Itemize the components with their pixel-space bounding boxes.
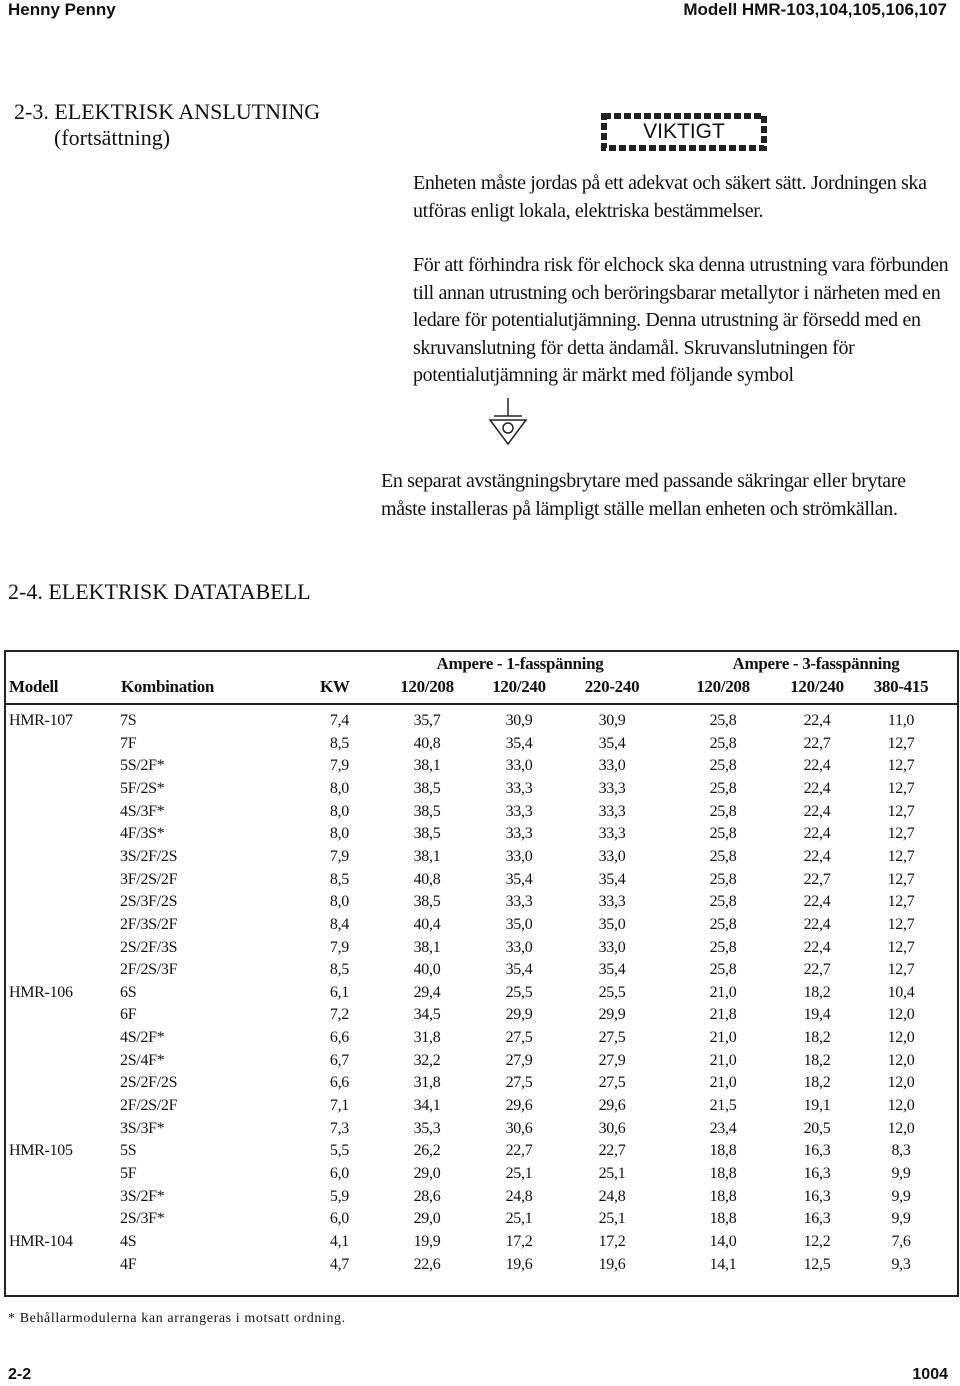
table-cell-combination: 5S xyxy=(120,1142,137,1160)
col-header-voltage: 120/208 xyxy=(696,677,750,696)
table-cell-ampere: 12,0 xyxy=(887,1051,915,1069)
table-cell-ampere: 22,4 xyxy=(803,757,831,775)
table-cell-combination: 3S/2F* xyxy=(120,1187,165,1205)
table-cell-ampere: 40,8 xyxy=(413,734,441,752)
table-cell-ampere: 33,3 xyxy=(505,893,533,911)
table-cell-ampere: 33,3 xyxy=(505,802,533,820)
table-cell-ampere: 38,1 xyxy=(413,847,441,865)
table-cell-ampere: 29,9 xyxy=(505,1006,533,1024)
table-cell-ampere: 25,8 xyxy=(709,825,737,843)
table-cell-ampere: 18,2 xyxy=(803,1029,831,1047)
table-cell-combination: 2S/4F* xyxy=(120,1051,165,1069)
section-title-electrical-connection: 2-3. ELEKTRISK ANSLUTNING xyxy=(14,99,321,124)
table-cell-ampere: 14,0 xyxy=(709,1232,737,1250)
table-cell-ampere: 19,1 xyxy=(803,1097,831,1115)
table-cell-combination: 2S/2F/2S xyxy=(120,1074,178,1092)
table-cell-ampere: 19,6 xyxy=(598,1255,626,1273)
table-cell-ampere: 33,3 xyxy=(505,825,533,843)
table-cell-ampere: 12,7 xyxy=(887,757,915,775)
section-subtitle: (fortsättning) xyxy=(54,125,171,150)
table-cell-ampere: 31,8 xyxy=(413,1029,441,1047)
table-cell-ampere: 28,6 xyxy=(413,1187,441,1205)
table-cell-kw: 6,6 xyxy=(329,1074,349,1092)
table-cell-model: HMR-106 xyxy=(9,983,73,1001)
table-cell-ampere: 25,8 xyxy=(709,734,737,752)
table-cell-ampere: 18,2 xyxy=(803,1074,831,1092)
table-cell-ampere: 12,7 xyxy=(887,779,915,797)
table-cell-ampere: 12,7 xyxy=(887,802,915,820)
table-cell-ampere: 33,0 xyxy=(505,847,533,865)
table-cell-combination: 2F/3S/2F xyxy=(120,915,178,933)
table-cell-combination: 5S/2F* xyxy=(120,757,165,775)
table-cell-ampere: 24,8 xyxy=(505,1187,533,1205)
table-cell-kw: 4,7 xyxy=(329,1255,349,1273)
table-cell-kw: 6,7 xyxy=(329,1051,349,1069)
table-cell-ampere: 12,0 xyxy=(887,1074,915,1092)
table-cell-combination: 4S/3F* xyxy=(120,802,165,820)
grounding-paragraph: Enheten måste jordas på ett adekvat och säkert sätt. Jordningen ska utföras enligt lokala, elektriska bestämmelser. xyxy=(413,172,927,222)
table-cell-ampere: 12,0 xyxy=(887,1097,915,1115)
table-cell-ampere: 12,0 xyxy=(887,1029,915,1047)
table-cell-ampere: 35,4 xyxy=(598,734,626,752)
table-cell-ampere: 12,0 xyxy=(887,1119,915,1137)
table-cell-ampere: 35,4 xyxy=(598,870,626,888)
table-cell-combination: 7F xyxy=(120,734,137,752)
table-cell-ampere: 21,0 xyxy=(709,983,737,1001)
header-model: Modell HMR-103,104,105,106,107 xyxy=(683,0,947,19)
table-cell-ampere: 22,4 xyxy=(803,802,831,820)
table-cell-ampere: 35,7 xyxy=(413,712,441,729)
table-cell-ampere: 33,0 xyxy=(598,847,626,865)
table-cell-kw: 7,3 xyxy=(329,1119,349,1137)
table-cell-ampere: 25,1 xyxy=(598,1210,626,1228)
table-cell-ampere: 38,1 xyxy=(413,938,441,956)
table-cell-kw: 8,0 xyxy=(329,779,349,797)
table-cell-ampere: 16,3 xyxy=(803,1210,831,1228)
table-cell-kw: 7,9 xyxy=(329,938,349,956)
table-cell-ampere: 33,3 xyxy=(598,825,626,843)
table-cell-ampere: 33,0 xyxy=(598,757,626,775)
col-header-voltage: 120/240 xyxy=(790,677,844,696)
table-cell-kw: 8,5 xyxy=(329,734,349,752)
table-cell-combination: 2F/2S/3F xyxy=(120,961,178,979)
table-cell-ampere: 22,7 xyxy=(803,870,831,888)
table-cell-ampere: 27,5 xyxy=(505,1029,533,1047)
table-cell-ampere: 19,4 xyxy=(803,1006,831,1024)
table-cell-ampere: 33,0 xyxy=(505,757,533,775)
table-cell-ampere: 35,4 xyxy=(505,961,533,979)
table-cell-ampere: 29,0 xyxy=(413,1165,441,1182)
footnote: * Behållarmodulerna kan arrangeras i motsatt ordning. xyxy=(8,1311,346,1326)
table-cell-ampere: 33,3 xyxy=(505,779,533,797)
col-header-voltage: 120/240 xyxy=(492,677,546,696)
table-cell-ampere: 27,9 xyxy=(505,1051,533,1069)
table-cell-ampere: 25,8 xyxy=(709,779,737,797)
table-cell-ampere: 26,2 xyxy=(413,1142,441,1160)
table-cell-ampere: 18,8 xyxy=(709,1165,737,1182)
table-cell-ampere: 12,5 xyxy=(803,1255,831,1273)
table-cell-ampere: 25,8 xyxy=(709,847,737,865)
table-cell-ampere: 38,5 xyxy=(413,779,441,797)
table-cell-kw: 6,1 xyxy=(329,983,349,1001)
table-cell-ampere: 30,9 xyxy=(598,712,626,729)
table-cell-ampere: 25,8 xyxy=(709,757,737,775)
table-cell-ampere: 18,8 xyxy=(709,1142,737,1160)
table-cell-ampere: 25,1 xyxy=(505,1210,533,1228)
table-cell-ampere: 35,4 xyxy=(598,961,626,979)
table-cell-ampere: 33,3 xyxy=(598,802,626,820)
table-cell-ampere: 25,8 xyxy=(709,870,737,888)
table-cell-kw: 5,9 xyxy=(329,1187,349,1205)
table-cell-combination: 3F/2S/2F xyxy=(120,870,178,888)
table-cell-combination: 4F/3S* xyxy=(120,825,165,843)
table-cell-ampere: 23,4 xyxy=(709,1119,737,1137)
table-cell-combination: 4S/2F* xyxy=(120,1029,165,1047)
col-header-voltage: 120/208 xyxy=(400,677,454,696)
table-cell-ampere: 8,3 xyxy=(891,1142,911,1160)
table-cell-ampere: 20,5 xyxy=(803,1119,831,1137)
table-cell-ampere: 12,2 xyxy=(803,1232,831,1250)
table-cell-kw: 8,0 xyxy=(329,802,349,820)
equipotential-paragraph: För att förhindra risk för elchock ska denna utrustning vara förbunden till annan utrustning och beröringsbarar metallytor i närheten med en ledare för potentialutjämning. Denna utrustning är försedd med en skruvanslutning för detta ändamål. Skruvanslutningen för potentialutjämning är märkt med följande symbol xyxy=(413,254,949,386)
footer-doc-number: 1004 xyxy=(912,1366,948,1383)
table-cell-ampere: 22,7 xyxy=(803,961,831,979)
table-cell-ampere: 22,4 xyxy=(803,915,831,933)
table-cell-ampere: 19,6 xyxy=(505,1255,533,1273)
col-header-model: Modell xyxy=(9,677,59,696)
table-cell-ampere: 40,0 xyxy=(413,961,441,979)
table-cell-ampere: 38,5 xyxy=(413,802,441,820)
table-cell-kw: 7,2 xyxy=(329,1006,349,1024)
table-cell-ampere: 22,4 xyxy=(803,938,831,956)
table-cell-ampere: 30,9 xyxy=(505,712,533,729)
table-cell-ampere: 34,1 xyxy=(413,1097,441,1115)
disconnect-switch-paragraph: En separat avstängningsbrytare med passande säkringar eller brytare måste installeras på lämpligt ställe mellan enheten och strömkällan. xyxy=(381,470,906,520)
table-cell-ampere: 18,2 xyxy=(803,1051,831,1069)
equipotential-symbol-icon xyxy=(488,398,528,448)
table-cell-ampere: 35,0 xyxy=(505,915,533,933)
table-cell-ampere: 9,3 xyxy=(891,1255,911,1273)
important-notice-box xyxy=(600,112,768,160)
table-cell-ampere: 12,7 xyxy=(887,825,915,843)
table-cell-ampere: 22,4 xyxy=(803,893,831,911)
table-cell-ampere: 32,2 xyxy=(413,1051,441,1069)
table-cell-ampere: 35,4 xyxy=(505,870,533,888)
table-cell-ampere: 9,9 xyxy=(891,1165,911,1182)
table-cell-combination: 5F xyxy=(120,1165,137,1182)
table-cell-combination: 4S xyxy=(120,1232,137,1250)
table-cell-ampere: 22,7 xyxy=(803,734,831,752)
col-group-single-phase: Ampere - 1-fasspänning xyxy=(436,654,604,673)
table-cell-ampere: 25,8 xyxy=(709,893,737,911)
table-cell-ampere: 12,7 xyxy=(887,915,915,933)
table-cell-combination: 3S/3F* xyxy=(120,1119,165,1137)
table-cell-ampere: 29,6 xyxy=(505,1097,533,1115)
table-cell-ampere: 38,5 xyxy=(413,893,441,911)
table-cell-ampere: 16,3 xyxy=(803,1187,831,1205)
notice-label: VIKTIGT xyxy=(643,120,725,143)
table-cell-ampere: 38,1 xyxy=(413,757,441,775)
section-title-data-table: 2-4. ELEKTRISK DATATABELL xyxy=(8,579,311,604)
table-cell-ampere: 40,8 xyxy=(413,870,441,888)
table-cell-ampere: 22,4 xyxy=(803,825,831,843)
table-cell-ampere: 9,9 xyxy=(891,1210,911,1228)
table-cell-ampere: 29,0 xyxy=(413,1210,441,1228)
table-cell-ampere: 21,5 xyxy=(709,1097,737,1115)
table-cell-ampere: 30,6 xyxy=(505,1119,533,1137)
table-cell-model: HMR-105 xyxy=(9,1142,73,1160)
table-cell-ampere: 21,0 xyxy=(709,1051,737,1069)
table-cell-ampere: 25,8 xyxy=(709,802,737,820)
table-cell-ampere: 16,3 xyxy=(803,1142,831,1160)
table-cell-kw: 8,4 xyxy=(329,915,349,933)
table-cell-ampere: 21,8 xyxy=(709,1006,737,1024)
table-cell-combination: 5F/2S* xyxy=(120,779,165,797)
table-cell-combination: 2S/2F/3S xyxy=(120,938,178,956)
table-cell-ampere: 19,9 xyxy=(413,1232,441,1250)
table-cell-ampere: 27,5 xyxy=(598,1074,626,1092)
table-cell-ampere: 35,3 xyxy=(413,1119,441,1137)
table-cell-ampere: 21,0 xyxy=(709,1074,737,1092)
table-cell-kw: 6,6 xyxy=(329,1029,349,1047)
table-cell-combination: 6S xyxy=(120,983,137,1001)
table-cell-ampere: 18,2 xyxy=(803,983,831,1001)
table-cell-ampere: 12,7 xyxy=(887,893,915,911)
table-cell-ampere: 17,2 xyxy=(505,1232,533,1250)
table-cell-ampere: 27,5 xyxy=(505,1074,533,1092)
table-cell-ampere: 30,6 xyxy=(598,1119,626,1137)
table-cell-ampere: 33,0 xyxy=(505,938,533,956)
table-cell-kw: 7,9 xyxy=(329,757,349,775)
table-cell-ampere: 29,4 xyxy=(413,983,441,1001)
table-cell-combination: 2S/3F/2S xyxy=(120,893,178,911)
table-cell-ampere: 12,7 xyxy=(887,734,915,752)
table-cell-ampere: 22,4 xyxy=(803,779,831,797)
table-cell-ampere: 10,4 xyxy=(887,983,915,1001)
table-cell-ampere: 25,5 xyxy=(505,983,533,1001)
col-header-voltage: 380-415 xyxy=(873,677,929,696)
table-cell-ampere: 14,1 xyxy=(709,1255,737,1273)
table-cell-combination: 2F/2S/2F xyxy=(120,1097,178,1115)
table-cell-ampere: 18,8 xyxy=(709,1210,737,1228)
table-cell-ampere: 40,4 xyxy=(413,915,441,933)
table-cell-ampere: 25,8 xyxy=(709,915,737,933)
table-cell-ampere: 18,8 xyxy=(709,1187,737,1205)
table-cell-ampere: 35,0 xyxy=(598,915,626,933)
table-cell-ampere: 22,6 xyxy=(413,1255,441,1273)
table-cell-ampere: 12,7 xyxy=(887,938,915,956)
table-cell-kw: 8,0 xyxy=(329,825,349,843)
table-cell-kw: 8,5 xyxy=(329,870,349,888)
col-group-three-phase: Ampere - 3-fasspänning xyxy=(732,654,900,673)
table-cell-ampere: 21,0 xyxy=(709,1029,737,1047)
table-cell-ampere: 27,9 xyxy=(598,1051,626,1069)
table-cell-ampere: 22,7 xyxy=(598,1142,626,1160)
table-cell-ampere: 34,5 xyxy=(413,1006,441,1024)
table-cell-ampere: 25,8 xyxy=(709,712,737,729)
table-cell-combination: 6F xyxy=(120,1006,137,1024)
table-cell-ampere: 22,4 xyxy=(803,712,831,729)
table-cell-kw: 7,4 xyxy=(329,712,349,729)
footer-page-number: 2-2 xyxy=(8,1366,32,1383)
table-header-divider xyxy=(4,703,959,705)
table-cell-kw: 7,9 xyxy=(329,847,349,865)
table-cell-kw: 8,0 xyxy=(329,893,349,911)
table-cell-kw: 4,1 xyxy=(329,1232,349,1250)
table-cell-ampere: 29,6 xyxy=(598,1097,626,1115)
table-cell-ampere: 35,4 xyxy=(505,734,533,752)
table-cell-model: HMR-104 xyxy=(9,1232,73,1250)
table-cell-ampere: 12,7 xyxy=(887,847,915,865)
table-cell-combination: 2S/3F* xyxy=(120,1210,165,1228)
table-cell-ampere: 25,5 xyxy=(598,983,626,1001)
table-cell-ampere: 22,4 xyxy=(803,847,831,865)
table-cell-kw: 8,5 xyxy=(329,961,349,979)
table-cell-ampere: 33,3 xyxy=(598,779,626,797)
table-cell-ampere: 25,8 xyxy=(709,938,737,956)
table-cell-kw: 6,0 xyxy=(329,1210,349,1228)
col-header-voltage: 220-240 xyxy=(584,677,640,696)
table-cell-ampere: 7,6 xyxy=(891,1232,911,1250)
table-cell-combination: 7S xyxy=(120,712,137,729)
table-cell-ampere: 17,2 xyxy=(598,1232,626,1250)
table-cell-ampere: 9,9 xyxy=(891,1187,911,1205)
table-cell-ampere: 24,8 xyxy=(598,1187,626,1205)
table-cell-ampere: 12,7 xyxy=(887,870,915,888)
table-cell-ampere: 27,5 xyxy=(598,1029,626,1047)
table-cell-combination: 3S/2F/2S xyxy=(120,847,178,865)
table-cell-ampere: 33,3 xyxy=(598,893,626,911)
table-cell-kw: 7,1 xyxy=(329,1097,349,1115)
table-cell-ampere: 38,5 xyxy=(413,825,441,843)
table-cell-ampere: 31,8 xyxy=(413,1074,441,1092)
table-cell-ampere: 29,9 xyxy=(598,1006,626,1024)
table-cell-kw: 6,0 xyxy=(329,1165,349,1182)
table-bottom-border xyxy=(4,1295,959,1297)
table-cell-model: HMR-107 xyxy=(9,712,73,729)
table-cell-kw: 5,5 xyxy=(329,1142,349,1160)
table-cell-ampere: 25,1 xyxy=(598,1165,626,1182)
table-cell-ampere: 16,3 xyxy=(803,1165,831,1182)
table-cell-ampere: 33,0 xyxy=(598,938,626,956)
table-cell-ampere: 12,0 xyxy=(887,1006,915,1024)
table-cell-ampere: 12,7 xyxy=(887,961,915,979)
col-header-combination: Kombination xyxy=(121,677,215,696)
table-cell-ampere: 25,1 xyxy=(505,1165,533,1182)
table-cell-ampere: 22,7 xyxy=(505,1142,533,1160)
table-cell-ampere: 25,8 xyxy=(709,961,737,979)
col-header-kw: KW xyxy=(320,677,350,696)
table-cell-combination: 4F xyxy=(120,1255,137,1273)
table-cell-ampere: 11,0 xyxy=(887,712,915,729)
header-brand: Henny Penny xyxy=(8,0,116,19)
